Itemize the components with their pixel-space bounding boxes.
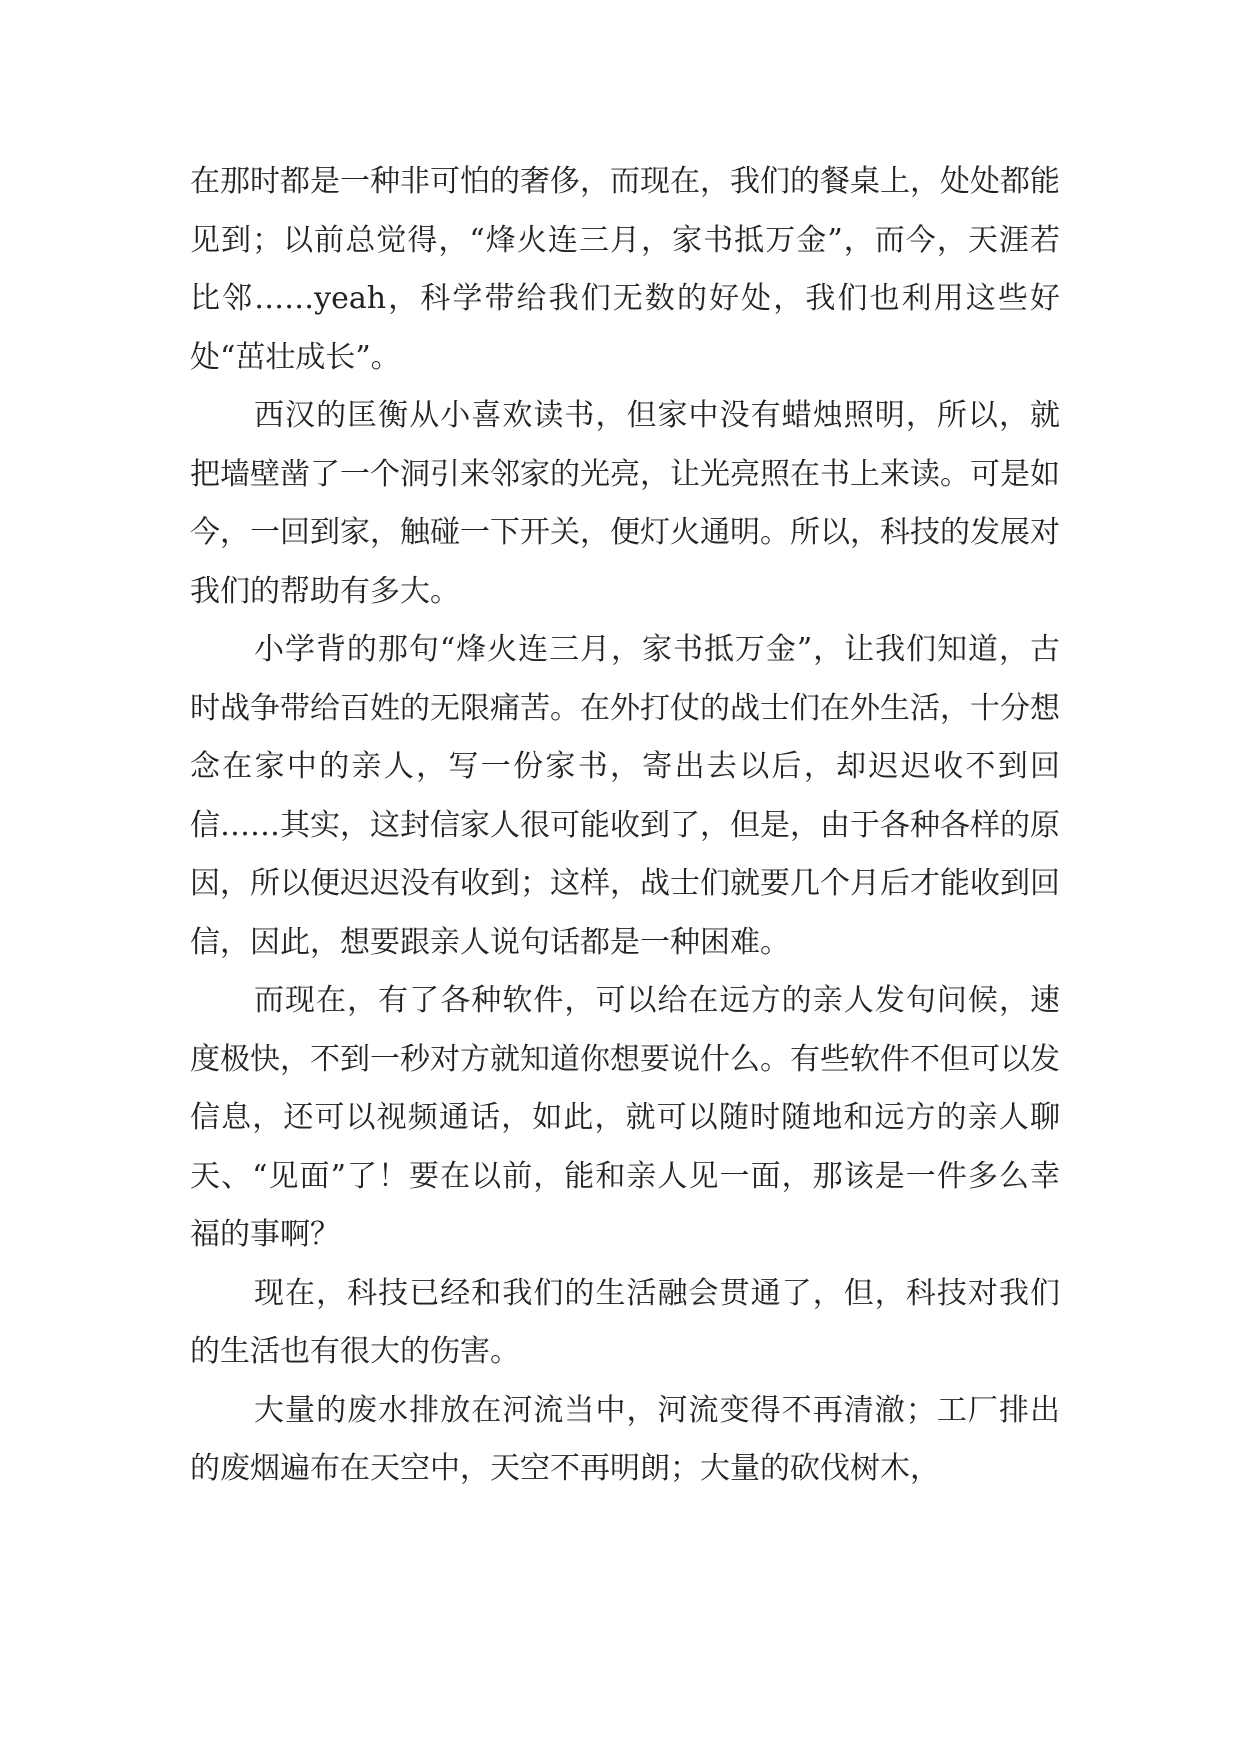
paragraph-6: 大量的废水排放在河流当中，河流变得不再清澈；工厂排出的废烟遍布在天空中，天空不再明朗；大量的砍伐树木， [190, 1392, 1060, 1486]
document-body [190, 153, 1060, 1499]
paragraph-5: 现在，科技已经和我们的生活融会贯通了，但，科技对我们的生活也有很大的伤害。 [190, 1275, 1060, 1369]
paragraph-4: 而现在，有了各种软件，可以给在远方的亲人发句问候，速度极快，不到一秒对方就知道你想要说什么。有些软件不但可以发信息，还可以视频通话，如此，就可以随时随地和远方的亲人聊天、“见面”了！要在以前，能和亲人见一面，那该是一件多么幸福的事啊？ [190, 983, 1060, 1252]
paragraph-1: 在那时都是一种非可怕的奢侈，而现在，我们的餐桌上，处处都能见到；以前总觉得，“烽火连三月，家书抵万金”，而今，天涯若比邻……yeah，科学带给我们无数的好处，我们也利用这些好处“茁壮成长”。 [190, 164, 1060, 375]
paragraph-2: 西汉的匡衡从小喜欢读书，但家中没有蜡烛照明，所以，就把墙壁凿了一个洞引来邻家的光亮，让光亮照在书上来读。可是如今，一回到家，触碰一下开关，便灯火通明。所以，科技的发展对我们的帮助有多大。 [190, 398, 1060, 609]
paragraph-3: 小学背的那句“烽火连三月，家书抵万金”，让我们知道，古时战争带给百姓的无限痛苦。在外打仗的战士们在外生活，十分想念在家中的亲人，写一份家书，寄出去以后，却迟迟收不到回信……其实，这封信家人很可能收到了，但是，由于各种各样的原因，所以便迟迟没有收到；这样，战士们就要几个月后才能收到回信，因此，想要跟亲人说句话都是一种困难。 [190, 632, 1060, 960]
